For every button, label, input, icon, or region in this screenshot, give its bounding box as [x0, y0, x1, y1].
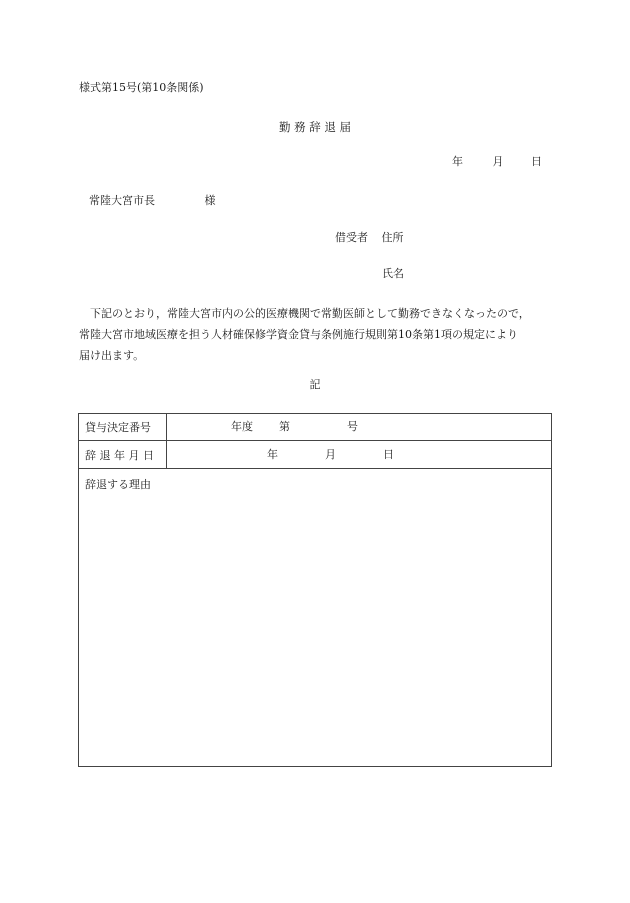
withdrawal-month-label: 月 — [325, 447, 336, 461]
body-line: 常陸大宮市地域医療を担う人材確保修学資金貸与条例施行規則第10条第1項の規定により — [79, 328, 518, 341]
body-line: 届け出ます。 — [79, 349, 145, 362]
borrower-address-line — [335, 231, 404, 245]
record-table — [78, 413, 552, 767]
form-number: 様式第15号(第10条関係) — [79, 81, 204, 94]
document-title: 勤 務 辞 退 届 — [278, 120, 352, 134]
decision-number-label: 貸与決定番号 — [79, 414, 167, 440]
body-text — [79, 303, 559, 366]
date-month: 月 — [492, 155, 504, 168]
date-line — [452, 155, 542, 169]
name-label: 氏名 — [382, 267, 404, 280]
withdrawal-day-label: 日 — [383, 447, 394, 461]
withdrawal-date-row — [79, 441, 551, 469]
decision-number-row — [79, 414, 551, 441]
reason-label: 辞退する理由 — [85, 478, 151, 491]
address-label: 住所 — [381, 231, 404, 244]
withdrawal-year-label: 年 — [267, 447, 278, 461]
reason-field[interactable] — [79, 470, 551, 766]
withdrawal-date-label: 辞 退 年 月 日 — [79, 441, 167, 468]
body-line: 下記のとおり，常陸大宮市内の公的医療機関で常勤医師として勤務できなくなったので， — [90, 307, 530, 320]
dai-label: 第 — [279, 420, 290, 433]
date-year: 年 — [452, 155, 463, 168]
record-heading: 記 — [309, 378, 321, 391]
go-label: 号 — [347, 420, 358, 433]
withdrawal-date-field[interactable] — [167, 441, 551, 468]
addressee-honorific: 様 — [204, 194, 216, 207]
fiscal-year-label: 年度 — [231, 420, 253, 433]
addressee — [89, 194, 216, 208]
borrower-label: 借受者 — [335, 231, 368, 244]
addressee-name: 常陸大宮市長 — [89, 194, 155, 207]
date-day: 日 — [531, 155, 542, 168]
decision-number-field[interactable] — [167, 414, 551, 440]
